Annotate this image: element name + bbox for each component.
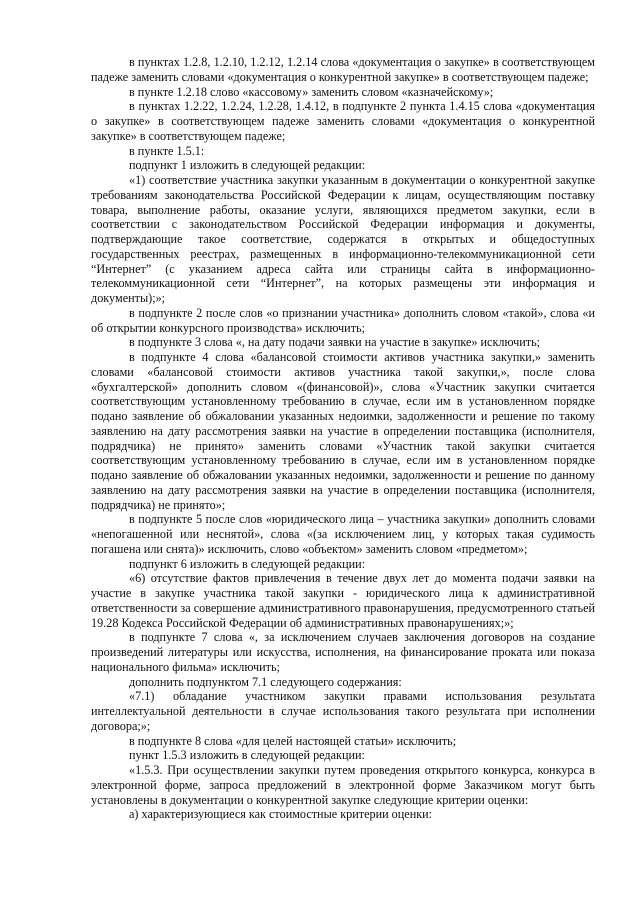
paragraph: пункт 1.5.3 изложить в следующей редакции: <box>129 748 365 763</box>
paragraph: «1.5.3. При осуществлении закупки путем проведения открытого конкурса, конкурса в электронной форме, запроса предложений в электронной форме Заказчиком могут быть установлены в документации о конкурентной закупке следующие критерии оценки: <box>91 763 595 807</box>
paragraph: в подпункте 4 слова «балансовой стоимости активов участника закупки,» заменить словами «балансовой стоимости активов участника такой закупки,», после слова «бухгалтерской» дополнить словом «(финансовой)», слова «Участник закупки считается соответствующим установленному требованию в случае, если им в установленном порядке подано заявление об обжаловании указанных недоимки, задолженности и решение по такому заявлению на дату рассмотрения заявки на участие в определении поставщика (исполнителя, подрядчика) не принято» заменить словами «Участник такой закупки считается соответствующим установленному требованию в случае, если им в установленном порядке подано заявление об обжаловании указанных недоимки, задолженности и решение по данному заявлению на дату рассмотрения заявки на участие в определении поставщика (исполнителя, подрядчика) не принято»; <box>91 350 595 512</box>
paragraph: в пунктах 1.2.22, 1.2.24, 1.2.28, 1.4.12, в подпункте 2 пункта 1.4.15 слова «документация о закупке» в соответствующем падеже заменить словами «документация о конкурентной закупке» в соответствующем падеже; <box>91 99 595 143</box>
paragraph: «7.1) обладание участником закупки правами использования результата интеллектуальной деятельности в случае использования такого результата при исполнении договора;»; <box>91 689 595 733</box>
paragraph: в пункте 1.5.1: <box>129 143 205 158</box>
paragraph: в пункте 1.2.18 слово «кассовому» заменить словом «казначейскому»; <box>129 84 494 99</box>
paragraph: в подпункте 7 слова «, за исключением случаев заключения договоров на создание произведений литературы или искусства, исполнения, на финансирование проката или показа национального фильма» исключить; <box>91 630 595 674</box>
paragraph: в подпункте 5 после слов «юридического лица – участника закупки» дополнить словами «непогашенной или неснятой», слова «(за исключением лиц, у которых такая судимость погашена или снята)» исключить, слово «объектом» заменить словом «предметом»; <box>91 512 595 556</box>
paragraph: а) характеризующиеся как стоимостные критерии оценки: <box>129 807 433 822</box>
paragraph: «1) соответствие участника закупки указанным в документации о конкурентной закупке требованиям законодательства Российской Федерации к лицам, осуществляющим поставку товара, выполнение работы, оказание услуги, являющихся предметом закупки, если в соответствии с законодательством Российской Федерации информация и документы, подтверждающие такое соответствие, содержатся в открытых и общедоступных государственных реестрах, размещенных в информационно-телекоммуникационной сети “Интернет” (с указанием адреса сайта или страницы сайта в информационно-телекоммуникационной сети “Интернет”, на которых размещены эти информация и документы);»; <box>91 173 595 305</box>
document-page <box>91 55 595 822</box>
paragraph: в подпункте 3 слова «, на дату подачи заявки на участие в закупке» исключить; <box>129 335 541 350</box>
paragraph: в пунктах 1.2.8, 1.2.10, 1.2.12, 1.2.14 слова «документация о закупке» в соответствующем падеже заменить словами «документация о конкурентной закупке» в соответствующем падеже; <box>91 55 595 84</box>
paragraph: дополнить подпунктом 7.1 следующего содержания: <box>129 674 402 689</box>
paragraph: в подпункте 8 слова «для целей настоящей статьи» исключить; <box>129 733 457 748</box>
paragraph: подпункт 6 изложить в следующей редакции: <box>129 556 366 571</box>
paragraph: «6) отсутствие фактов привлечения в течение двух лет до момента подачи заявки на участие в закупке участника такой закупки - юридического лица к административной ответственности за совершение административного правонарушения, предусмотренного статьей 19.28 Кодекса Российской Федерации об административных правонарушениях;»; <box>91 571 595 630</box>
paragraph: подпункт 1 изложить в следующей редакции: <box>129 158 366 173</box>
paragraph: в подпункте 2 после слов «о признании участника» дополнить словом «такой», слова «и об открытии конкурсного производства» исключить; <box>91 305 595 335</box>
